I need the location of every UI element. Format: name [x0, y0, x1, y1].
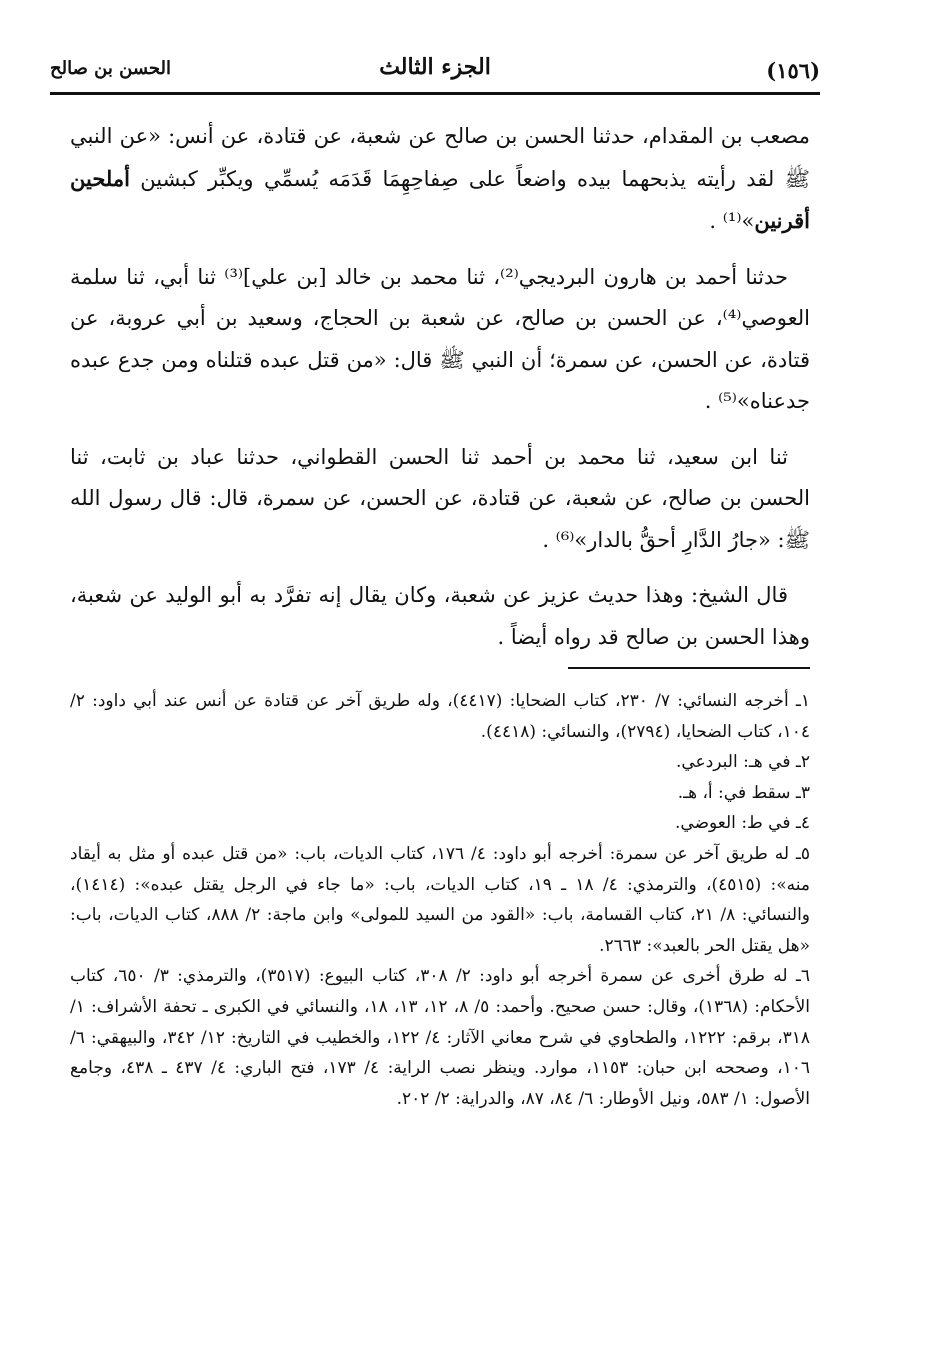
page-number: (١٥٦)	[766, 58, 820, 83]
footnote-5: ٥ـ له طريق آخر عن سمرة: أخرجه أبو داود: ٤/ ١٧٦، كتاب الديات، باب: «من قتل عبده أو مثل به أيقاد منه»: (٤٥١٥)، والترمذي: ٤/ ١٨ ـ ١٩، كتاب الديات، باب: «ما جاء في الرجل يقتل عبده»: (١٤١٤)، والنسائي: ٨/ ٢١، كتاب القسامة، باب: «القود من السيد للمولى» وابن ماجة: ٢/ ٨٨٨، كتاب الديات، باب: «هل يقتل الحر بالعبد»: ٢٦٦٣.	[70, 843, 811, 956]
footnote-4: ٤ـ في ط: العوضي.	[675, 813, 810, 834]
paragraph-2: حدثنا أحمد بن هارون البرديجي⁽²⁾، ثنا محمد بن خالد [بن علي]⁽³⁾ ثنا أبي، ثنا سلمة العوصي⁽⁴⁾، عن الحسن بن صالح، عن شعبة بن الحجاج، وسعيد بن أبي عروبة، عن قتادة، عن الحسن، عن سمرة؛ أن النبي ﷺ قال: «من قتل عبده قتلناه ومن جدع عبده جدعناه»⁽⁵⁾ .	[70, 264, 810, 413]
footnote-2: ٢ـ في هـ: البردعي.	[675, 752, 810, 773]
footnote-1: ١ـ أخرجه النسائي: ٧/ ٢٣٠، كتاب الضحايا: (٤٤١٧)، وله طريق آخر عن قتادة عن أنس عند أبي داود: ٢/ ١٠٤، كتاب الضحايا، (٢٧٩٤)، والنسائي: (٤٤١٨).	[70, 691, 811, 742]
header-rule	[50, 92, 820, 95]
paragraph-1-end: »⁽¹⁾ .	[709, 209, 755, 233]
paragraph-4: قال الشيخ: وهذا حديث عزيز عن شعبة، وكان يقال إنه تفرَّد به أبو الوليد عن شعبة، وهذا الحسن بن صالح قد رواه أيضاً .	[70, 583, 810, 649]
footnote-separator	[568, 667, 810, 669]
paragraph-1-text: مصعب بن المقدام، حدثنا الحسن بن صالح عن شعبة، عن قتادة، عن أنس: «عن النبي ﷺ لقد رأيته يذبحهما بيده واضعاً على صِفاحِهِمَا قَدَمَه يُسمِّي ويكبِّر كبشين	[70, 124, 810, 191]
paragraph-1-bold: أملحين أقرنين	[70, 165, 810, 233]
paragraph-3: ثنا ابن سعيد، ثنا محمد بن أحمد ثنا الحسن القطواني، حدثنا عباد بن ثابت، ثنا الحسن بن صالح، عن شعبة، عن قتادة، عن الحسن، عن سمرة، قال: قال رسول الله ﷺ: «جارُ الدَّارِ أحقُّ بالدار»⁽⁶⁾ .	[70, 444, 810, 552]
footnote-3: ٣ـ سقط في: أ، هـ.	[677, 782, 810, 803]
main-text	[70, 116, 810, 672]
footnotes	[70, 686, 810, 1114]
paragraph-1	[70, 116, 810, 243]
page-header	[50, 54, 820, 90]
part-title: الجزء الثالث	[379, 54, 491, 80]
running-author: الحسن بن صالح	[50, 58, 171, 79]
footnote-6: ٦ـ له طرق أخرى عن سمرة أخرجه أبو داود: ٢/ ٣٠٨، كتاب البيوع: (٣٥١٧)، والترمذي: ٣/ ٦٥٠، كتاب الأحكام: (١٣٦٨)، وقال: حسن صحيح. وأحمد: ٥/ ٨، ١٢، ١٣، ١٨، والنسائي في الكبرى ـ تحفة الأشراف: ١/ ٣١٨، برقم: ١٢٢٢، والطحاوي في شرح معاني الآثار: ٤/ ١٢٢، والخطيب في التاريخ: ١٢/ ٣٤٢، والبيهقي: ٦/ ١٠٦، وصححه ابن حبان: ١١٥٣، موارد. وينظر نصب الراية: ٤/ ١٧٣، فتح الباري: ٤/ ٤٣٧ ـ ٤٣٨، وجامع الأصول: ١/ ٥٨٣، ونيل الأوطار: ٦/ ٨٤، ٨٧، والدراية: ٢/ ٢٠٢.	[70, 966, 811, 1109]
